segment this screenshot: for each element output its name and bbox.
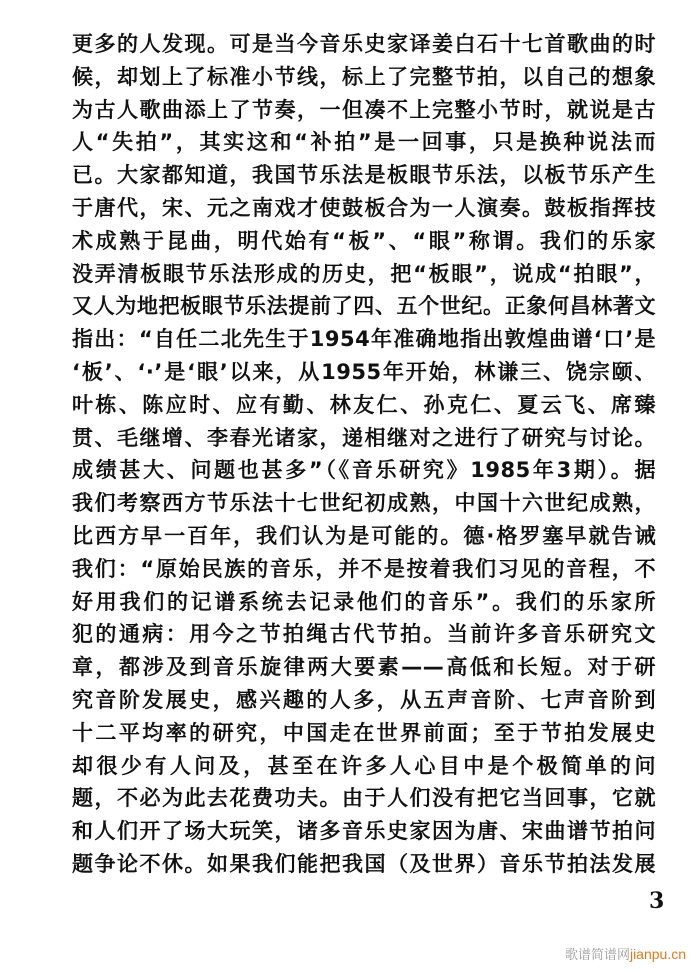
text-line: 叶栋、陈应时、应有勤、林友仁、孙克仁、夏云飞、席臻 xyxy=(72,392,656,417)
watermark-site: jianpu.cn xyxy=(629,946,686,962)
text-line: 犯的通病：用今之节拍绳古代节拍。当前许多音乐研究文 xyxy=(72,622,656,647)
text-line: 候，却划上了标准小节线，标上了完整节拍，以自己的想象 xyxy=(72,64,656,89)
text-line: 已。大家都知道，我国节乐法是板眼节乐法，以板节乐产生 xyxy=(72,163,656,188)
text-line: 十二平均率的研究，中国走在世界前面；至于节拍发展史 xyxy=(72,720,656,745)
text-line: 更多的人发现。可是当今音乐史家译姜白石十七首歌曲的时 xyxy=(72,32,656,56)
text-line: 成绩甚大、问题也甚多”（《音乐研究》1985年3期）。据 xyxy=(72,458,656,483)
text-line: 究音阶发展史，感兴趣的人多，从五声音阶、七声音阶到 xyxy=(72,687,656,712)
text-line: 于唐代，宋、元之南戏才使鼓板合为一人演奏。鼓板指挥技 xyxy=(72,195,656,220)
text-line: 章，都涉及到音乐旋律两大要素——高低和长短。对于研 xyxy=(72,655,656,680)
text-line: 没弄清板眼节乐法形成的历史，把“板眼”，说成“拍眼”， xyxy=(72,261,656,286)
text-line: 为古人歌曲添上了节奏，一但凑不上完整小节时，就说是古 xyxy=(72,97,656,122)
watermark-name: 歌谱简谱网 xyxy=(564,948,630,963)
text-line: 又人为地把板眼节乐法提前了四、五个世纪。正象何昌林著文 xyxy=(72,294,656,319)
page-number: 3 xyxy=(649,888,665,914)
text-line: 好用我们的记谱系统去记录他们的音乐”。我们的乐家所 xyxy=(72,589,656,614)
watermark xyxy=(565,944,686,963)
text-line: 人“失拍”，其实这和“补拍”是一回事，只是换种说法而 xyxy=(72,130,656,155)
text-line: 术成熟于昆曲，明代始有“板”、“眼”称谓。我们的乐家 xyxy=(72,228,656,253)
text-line: 和人们开了场大玩笑，诸多音乐史家因为唐、宋曲谱节拍问 xyxy=(72,819,656,844)
body-text xyxy=(72,28,656,881)
text-line: 我们考察西方节乐法十七世纪初成熟，中国十六世纪成熟， xyxy=(72,491,656,516)
text-line: ‘板’、‘·’是‘眼’以来，从1955年开始，林谦三、饶宗颐、 xyxy=(72,359,656,384)
text-line: 却很少有人问及，甚至在许多人心目中是个极简单的问 xyxy=(72,753,656,778)
text-line: 比西方早一百年，我们认为是可能的。德·格罗塞早就告诫 xyxy=(72,523,656,548)
text-line: 我们：“原始民族的音乐，并不是按着我们习见的音程，不 xyxy=(72,556,656,581)
text-line: 题争论不休。如果我们能把我国（及世界）音乐节拍法发展 xyxy=(72,851,656,876)
text-line: 题，不必为此去花费功夫。由于人们没有把它当回事，它就 xyxy=(72,786,656,811)
text-line: 指出：“自任二北先生于1954年准确地指出敦煌曲谱‘口’是 xyxy=(72,327,656,352)
text-line: 贯、毛继增、李春光诸家，递相继对之进行了研究与讨论。 xyxy=(72,425,656,450)
